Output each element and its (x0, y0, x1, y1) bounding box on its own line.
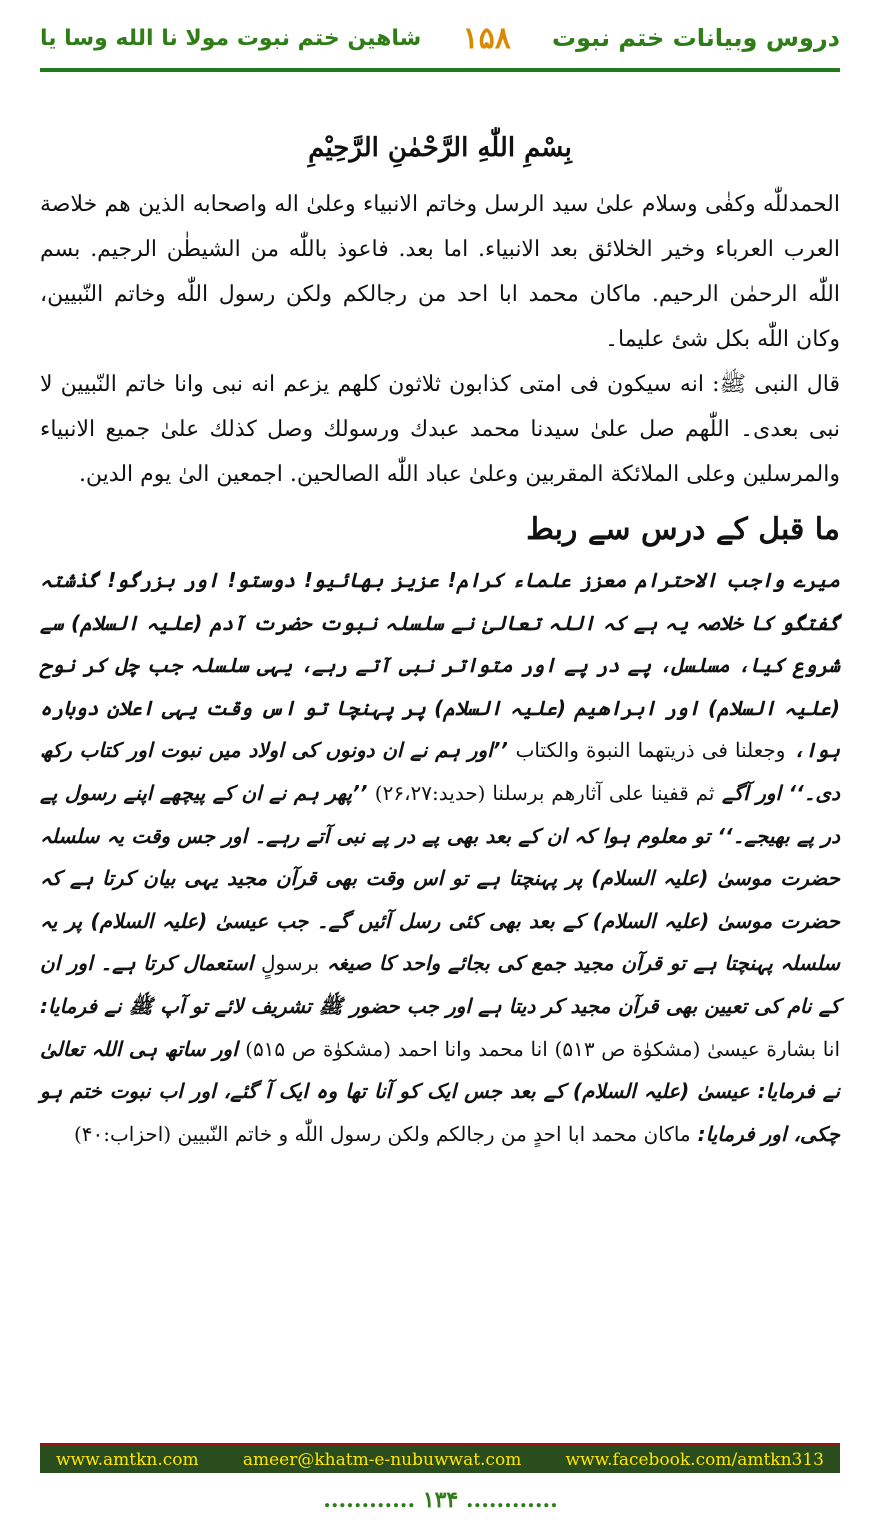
page-header (40, 18, 840, 58)
email-link[interactable]: ameer@khatm-e-nubuwwat.com (242, 1449, 522, 1470)
quran-quote: وجعلنا فی ذریتهما النبوة والکتاب (515, 738, 786, 763)
quran-quote: ماکان محمد ابا احدٍ من رجالکم ولکن رسول اللّٰه و خاتم النّبیین (احزاب:۴۰) (73, 1121, 691, 1146)
facebook-link[interactable]: www.facebook.com/amtkn313 (565, 1449, 824, 1470)
arabic-paragraph: قال النبی ﷺ: انه سيكون فی امتی كذابون ثلاثون كلهم يزعم انه نبی وانا خاتم النّبيين لا نبی بعدی۔ اللّٰهم صل علىٰ سيدنا محمد عبدك ورسولك وصل كذلك علىٰ جميع الانبياء والمرسلين وعلى الملائكة المقربين وعلىٰ عباد اللّٰه الصالحين. اجمعين الىٰ يوم الدين. (40, 372, 840, 487)
urdu-text: اور ساتھ ہی اللہ تعالیٰ نے فرمایا: عیسیٰ (علیہ السلام) کے بعد جس ایک کو آنا تھا وہ ایک آ گئے، اور اب نبوت ختم ہو چکی، اور فرمایا: (40, 1036, 840, 1146)
quran-quote: برسولٍ (260, 951, 320, 976)
urdu-text: ’’پھر ہم نے ان کے پیچھے اپنے رسول پے در پے بھیجے۔‘‘ تو معلوم ہوا کہ ان کے بعد بھی پے در پے نبی آتے رہے۔ اور جس وقت یہ سلسلہ حضرت موسیٰ (علیہ السلام) پر پہنچتا ہے تو اس وقت بھی قرآن مجید یہی بیان کرتا ہے کہ حضرت موسیٰ (علیہ السلام) کے بعد بھی کئی رسل آئیں گے۔ جب عیسیٰ (علیہ السلام) پر یہ سلسلہ پہنچتا ہے تو قرآن مجید جمع کی بجائے واحد کا صیغہ (40, 780, 840, 976)
hadith-quote: انا بشارة عیسیٰ (مشکوٰة ص ۵۱۳) انا محمد وانا احمد (مشکوٰة ص ۵۱۵) (245, 1036, 841, 1061)
urdu-text: ’’اور ہم نے ان دونوں کی اولاد میں نبوت اور کتاب رکھ دی۔‘‘ اور آگے (40, 738, 840, 805)
page-content (40, 128, 840, 1155)
page-number: ۱۵۸ (462, 20, 511, 56)
header-divider (40, 68, 840, 72)
footer-links-bar (40, 1443, 840, 1473)
website-link[interactable]: www.amtkn.com (56, 1449, 199, 1470)
section-title: ما قبل کے درس سے ربط (526, 512, 840, 547)
bismillah: بِسْمِ اللّٰهِ الرَّحْمٰنِ الرَّحِيْمِ (308, 133, 572, 163)
quran-quote: ثم قفینا علی آثارهم برسلنا (حدید:۲۶،۲۷) (374, 780, 715, 805)
speaker-name: شاهین ختم نبوت مولا نا الله وسا یا (40, 25, 422, 51)
urdu-text: میرے واجب الاحترام معزز علماء کرام! عزیز بھائیو! دوستو! اور بزرگو! گذشتہ گفتگو کا خلاصہ یہ ہے کہ اللہ تعالیٰ نے سلسلہ نبوت حضرت آدم (علیہ السلام) سے شروع کیا، مسلسل، پے در پے اور متواتر نبی آتے رہے، یہی سلسلہ جب چل کر نوح (علیہ السلام) اور ابراھیم (علیہ السلام) پر پہنچا تو اس وقت یہی اعلان دوبارہ ہوا، (40, 568, 840, 763)
book-title: دروس وبیانات ختم نبوت (552, 24, 840, 52)
arabic-paragraph: الحمدللّٰه وكفٰى وسلام علىٰ سيد الرسل وخاتم الانبياء وعلىٰ اله واصحابه الذين هم خلاصة العرب العرباء وخير الخلائق بعد الانبياء. اما بعد. فاعوذ باللّٰه من الشيطٰن الرجيم. بسم اللّٰه الرحمٰن الرحيم. ماكان محمد ابا احد من رجالكم ولكن رسول اللّٰه وخاتم النّبيين، وكان اللّٰه بكل شئ عليما۔ (40, 192, 840, 352)
urdu-text: استعمال کرتا ہے۔ اور ان کے نام کی تعیین بھی قرآن مجید کر دیتا ہے اور جب حضور ﷺ تشریف لائے تو آپ ﷺ نے فرمایا: (40, 951, 840, 1018)
urdu-paragraph (40, 559, 840, 1155)
page-footer-number: ............ ۱۳۴ ............ (323, 1487, 558, 1513)
